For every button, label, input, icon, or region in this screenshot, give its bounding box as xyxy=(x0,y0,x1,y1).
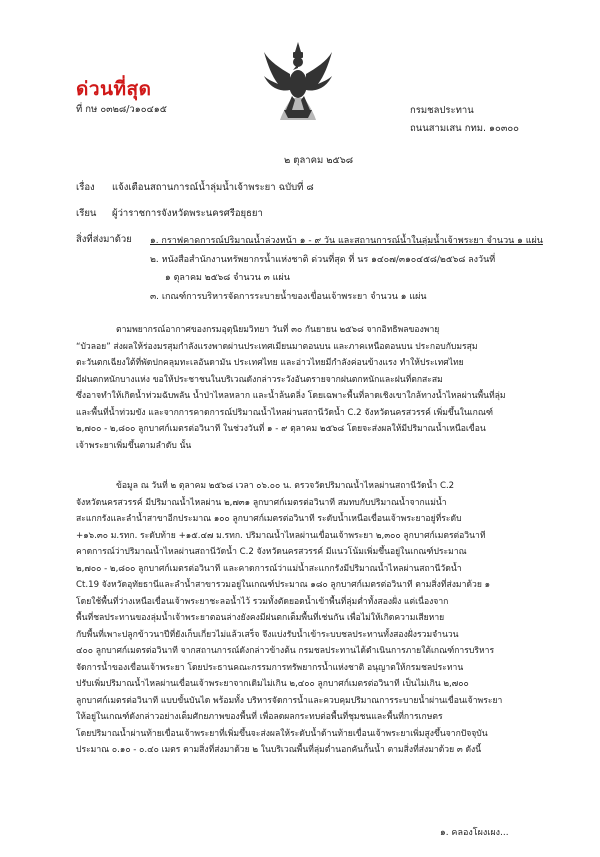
urgency-heading: ด่วนที่สุด xyxy=(76,78,152,100)
paragraph-line: ลูกบาศก์เมตรต่อวินาที แบบขั้นบันได พร้อมทั้ง บริหารจัดการน้ำและควบคุมปริมาณการระบายน้ำผ่านเขื่อนเจ้าพระยา xyxy=(76,695,503,706)
paragraph-line: ๒,๗๐๐ - ๒,๘๐๐ ลูกบาศก์เมตรต่อวินาที และคาดการณ์ว่าแม่น้ำสะแกกรังมีปริมาณน้ำไหลผ่านสถานีวัดน้ำ xyxy=(76,563,462,574)
paragraph-line: ปรับเพิ่มปริมาณน้ำไหลผ่านเขื่อนเจ้าพระยาจากเดิมไม่เกิน ๒,๔๐๐ ลูกบาศก์เมตรต่อวินาที เป็นไม่เกิน ๒,๗๐๐ xyxy=(76,679,469,689)
paragraph-line: กับพื้นที่เพาะปลูกข้าวนาปีที่ยังเก็บเกี่ยวไม่แล้วเสร็จ จึงแบ่งรับน้ำเข้าระบบชลประทานทั้งสองฝั่งรวมจำนวน xyxy=(76,629,459,640)
letter-date: ๒ ตุลาคม ๒๕๖๘ xyxy=(284,155,354,166)
recipient-label: เรียน xyxy=(76,208,97,219)
paragraph-line: จัดการน้ำของเขื่อนเจ้าพระยา โดยประธานคณะกรรมการทรัพยากรน้ำแห่งชาติ อนุญาตให้กรมชลประทาน xyxy=(76,662,464,673)
paragraph-line: ตามพยากรณ์อากาศของกรมอุตุนิยมวิทยา วันที่ ๓๐ กันยายน ๒๕๖๘ จากอิทธิพลของพายุ xyxy=(116,325,440,335)
recipient-text: ผู้ว่าราชการจังหวัดพระนครศรีอยุธยา xyxy=(112,208,263,219)
subject-label: เรื่อง xyxy=(76,182,95,193)
subject-text: แจ้งเตือนสถานการณ์น้ำลุ่มน้ำเจ้าพระยา ฉบับที่ ๘ xyxy=(112,182,314,193)
body-paragraph-2 xyxy=(76,478,532,759)
enclosure-item: ๒. หนังสือสำนักงานทรัพยากรน้ำแห่งชาติ ด่วนที่สุด ที่ นร ๑๔๐๗/๓๑๐๔๕๘/๒๕๖๘ ลงวันที่ xyxy=(150,255,496,265)
paragraph-line: คาดการณ์ว่าปริมาณน้ำไหลผ่านสถานีวัดน้ำ C.2 จังหวัดนครสวรรค์ มีแนวโน้มเพิ่มขึ้นอยู่ในเกณฑ์ประมาณ xyxy=(76,547,467,557)
paragraph-line: ตะวันตกเฉียงใต้ที่พัดปกคลุมทะเลอันดามัน ประเทศไทย และอ่าวไทยมีกำลังค่อนข้างแรง ทำให้ประเทศไทย xyxy=(76,358,464,368)
agency-name: กรมชลประทาน xyxy=(410,105,474,116)
paragraph-line: ประมาณ ๐.๑๐ - ๐.๔๐ เมตร ตามสิ่งที่ส่งมาด้วย ๒ ในบริเวณพื้นที่ลุ่มต่ำนอกคันกั้นน้ำ ตามสิ่งที่ส่งมาด้วย ๓ ดังนี้ xyxy=(76,745,482,755)
paragraph-line: โดยใช้พื้นที่ว่างเหนือเขื่อนเจ้าพระยาชะลอน้ำไว้ รวมทั้งตัดยอดน้ำเข้าพื้นที่ลุ่มต่ำทั้งสองฝั่ง แต่เนื่องจาก xyxy=(76,596,449,607)
paragraph-line: จังหวัดนครสวรรค์ มีปริมาณน้ำไหลผ่าน ๒,๗๓๑ ลูกบาศก์เมตรต่อวินาที สมทบกับปริมาณน้ำจากแม่น้ำ xyxy=(76,497,447,508)
paragraph-line: ให้อยู่ในเกณฑ์ดังกล่าวอย่างเต็มศักยภาพของพื้นที่ เพื่อลดผลกระทบต่อพื้นที่ชุมชนและพื้นที่การเกษตร xyxy=(76,712,443,722)
agency-address: ถนนสามเสน กทม. ๑๐๓๐๐ xyxy=(410,123,519,134)
paragraph-line: ๒,๗๐๐ - ๒,๘๐๐ ลูกบาศก์เมตรต่อวินาที ในช่วงวันที่ ๑ - ๙ ตุลาคม ๒๕๖๘ โดยจะส่งผลให้มีปริมาณน้ำเหนือเขื่อน xyxy=(76,424,486,434)
paragraph-line: “บัวลอย” ส่งผลให้ร่องมรสุมกำลังแรงพาดผ่านประเทศเมียนมาตอนบน และภาคเหนือตอนบน ประกอบกับมรสุม xyxy=(76,341,478,352)
paragraph-line: และพื้นที่น้ำท่วมขัง และจากการคาดการณ์ปริมาณน้ำไหลผ่านสถานีวัดน้ำ C.2 จังหวัดนครสวรรค์ เพิ่มขึ้นในเกณฑ์ xyxy=(76,407,493,418)
enclosure-item: ๑ ตุลาคม ๒๕๖๘ จำนวน ๓ แผ่น xyxy=(165,273,290,283)
paragraph-line: ๔๐๐ ลูกบาศก์เมตรต่อวินาที จากสถานการณ์ดังกล่าวข้างต้น กรมชลประทานได้ดำเนินการภายใต้เกณฑ์การบริหาร xyxy=(76,646,495,656)
paragraph-line: มีฝนตกหนักบางแห่ง ขอให้ประชาชนในบริเวณดังกล่าวระวังอันตรายจากฝนตกหนักและฝนที่ตกสะสม xyxy=(76,374,443,385)
continuation-marker: ๑. คลองโผงเผง... xyxy=(440,828,509,838)
enclosures-label: สิ่งที่ส่งมาด้วย xyxy=(76,234,132,245)
paragraph-line: เจ้าพระยาเพิ่มขึ้นตามลำดับ นั้น xyxy=(76,440,192,451)
paragraph-line: ข้อมูล ณ วันที่ ๒ ตุลาคม ๒๕๖๘ เวลา ๐๖.๐๐ น. ตรวจวัดปริมาณน้ำไหลผ่านสถานีวัดน้ำ C.2 xyxy=(116,481,455,491)
paragraph-line: ซึ่งอาจทำให้เกิดน้ำท่วมฉับพลัน น้ำป่าไหลหลาก และน้ำล้นตลิ่ง โดยเฉพาะพื้นที่ลาดเชิงเขาใกล้ทางน้ำไหลผ่านพื้นที่ลุ่ม xyxy=(76,391,506,401)
paragraph-line: โดยปริมาณน้ำผ่านท้ายเขื่อนเจ้าพระยาที่เพิ่มขึ้นจะส่งผลให้ระดับน้ำด้านท้ายเขื่อนเจ้าพระยาเพิ่มสูงขึ้นจากปัจจุบัน xyxy=(76,728,488,739)
enclosure-item: ๑. กราฟคาดการณ์ปริมาณน้ำล่วงหน้า ๑ - ๙ วัน และสถานการณ์น้ำในลุ่มน้ำเจ้าพระยา จำนวน ๑ แผ่น xyxy=(150,236,543,246)
enclosure-item: ๓. เกณฑ์การบริหารจัดการระบายน้ำของเขื่อนเจ้าพระยา จำนวน ๑ แผ่น xyxy=(150,292,427,302)
paragraph-line: +๑๖.๓๐ ม.รทก. ระดับท้าย +๑๕.๔๗ ม.รทก. ปริมาณน้ำไหลผ่านเขื่อนเจ้าพระยา ๒,๓๐๐ ลูกบาศก์เมตรต่อวินาที xyxy=(76,530,486,541)
body-paragraph-1 xyxy=(76,322,532,454)
paragraph-line: พื้นที่ชลประทานของลุ่มน้ำเจ้าพระยาตอนล่างยังคงมีฝนตกเต็มพื้นที่เช่นกัน เพื่อไม่ให้เกิดความเสียหาย xyxy=(76,613,445,623)
paragraph-line: สะแกกรังและลำน้ำสาขาอีกประมาณ ๑๐๐ ลูกบาศก์เมตรต่อวินาที ระดับน้ำเหนือเขื่อนเจ้าพระยาอยู่ที่ระดับ xyxy=(76,514,462,524)
paragraph-line: Ct.19 จังหวัดอุทัยธานีและลำน้ำสาขารวมอยู่ในเกณฑ์ประมาณ ๑๘๐ ลูกบาศก์เมตรต่อวินาที ตามสิ่งที่ส่งมาด้วย ๑ xyxy=(76,580,491,590)
garuda-emblem xyxy=(262,40,334,122)
reference-number: ที่ กษ ๐๓๒๘/ว๑๐๔๑๕ xyxy=(76,104,167,115)
agency-block xyxy=(410,102,519,138)
